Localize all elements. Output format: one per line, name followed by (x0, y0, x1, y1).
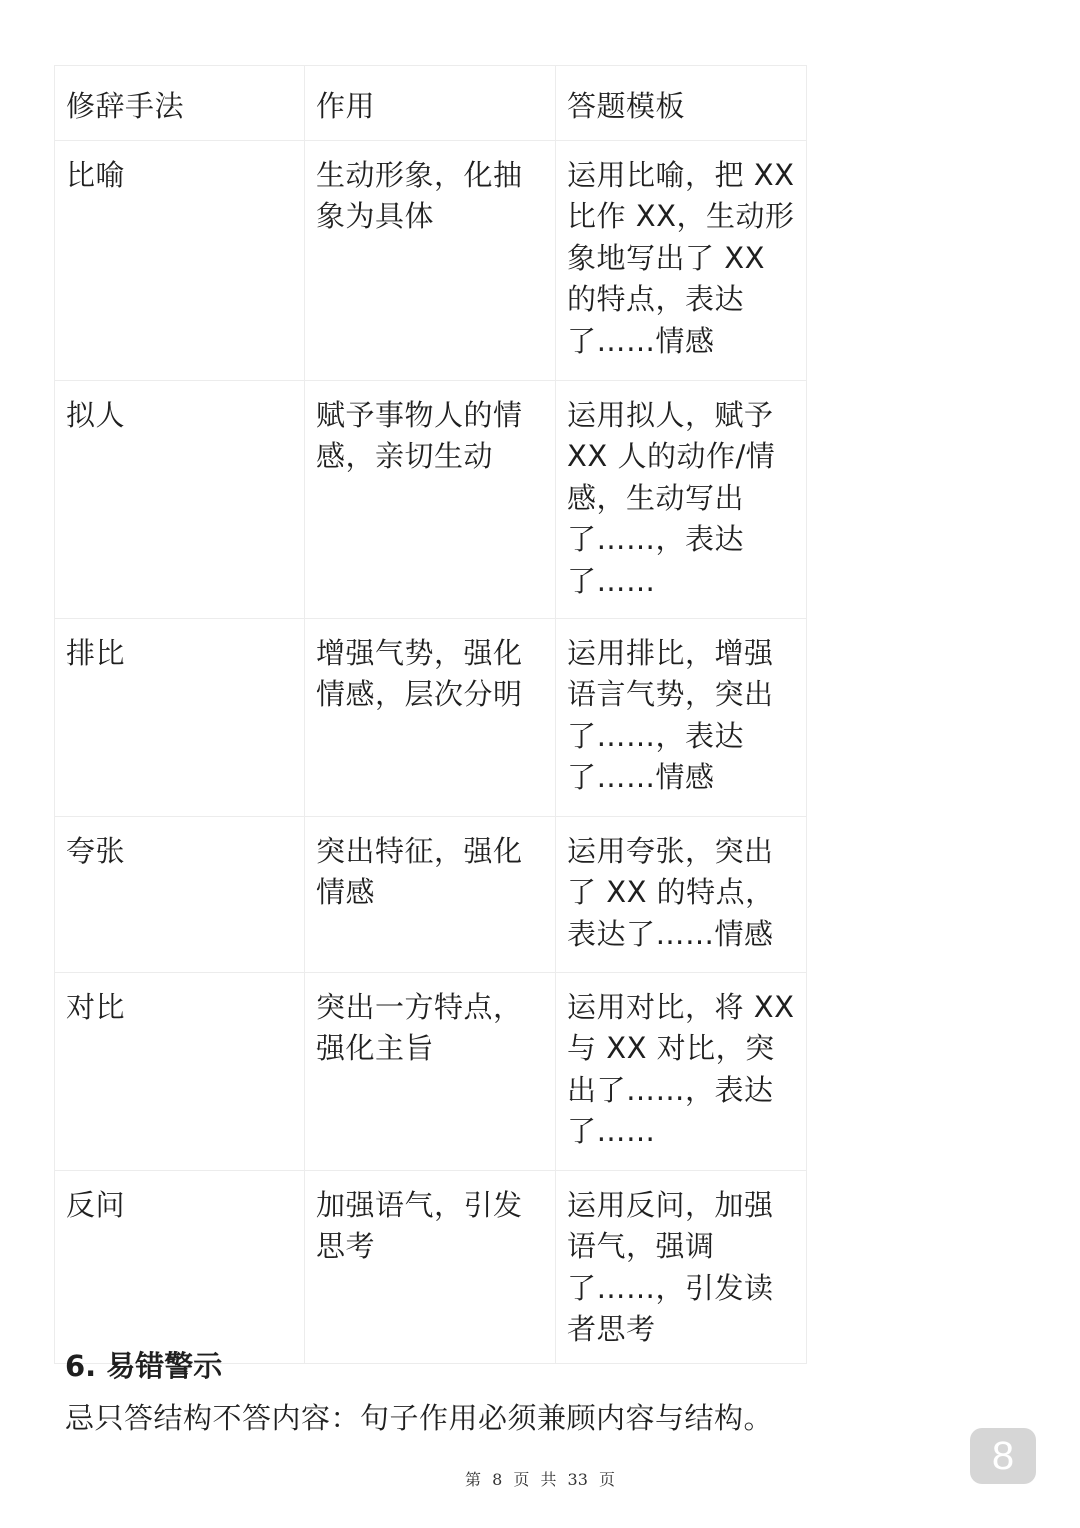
cell-function: 突出特征，强化情感 (305, 816, 556, 972)
section-text: 忌只答结构不答内容：句子作用必须兼顾内容与结构。 (65, 1401, 774, 1435)
cell-rhetoric: 反问 (55, 1170, 305, 1363)
page-footer: 第 8 页 共 33 页 (465, 1470, 615, 1489)
table-header-row (55, 66, 807, 141)
table-row (55, 816, 807, 972)
cell-rhetoric: 夸张 (55, 816, 305, 972)
cell-template: 运用拟人，赋予 XX 人的动作/情感，生动写出了……，表达了…… (556, 380, 807, 618)
cell-rhetoric: 拟人 (55, 380, 305, 618)
table-row (55, 140, 807, 380)
cell-template: 运用夸张，突出了 XX 的特点，表达了……情感 (556, 816, 807, 972)
table-row (55, 972, 807, 1170)
cell-function: 生动形象，化抽象为具体 (305, 140, 556, 380)
cell-function: 增强气势，强化情感，层次分明 (305, 618, 556, 816)
table-row (55, 380, 807, 618)
cell-template: 运用反问，加强语气，强调了……，引发读者思考 (556, 1170, 807, 1363)
cell-function: 加强语气，引发思考 (305, 1170, 556, 1363)
cell-function: 赋予事物人的情感，亲切生动 (305, 380, 556, 618)
cell-function: 突出一方特点，强化主旨 (305, 972, 556, 1170)
header-rhetoric: 修辞手法 (55, 66, 305, 141)
header-function: 作用 (305, 66, 556, 141)
cell-template: 运用比喻，把 XX 比作 XX，生动形象地写出了 XX 的特点，表达了……情感 (556, 140, 807, 380)
cell-template: 运用对比，将 XX 与 XX 对比，突出了……，表达了…… (556, 972, 807, 1170)
rhetoric-table (54, 65, 807, 1364)
table-row (55, 1170, 807, 1363)
section-heading: 6. 易错警示 (65, 1349, 223, 1383)
header-template: 答题模板 (556, 66, 807, 141)
cell-template: 运用排比，增强语言气势，突出了……，表达了……情感 (556, 618, 807, 816)
table-row (55, 618, 807, 816)
cell-rhetoric: 对比 (55, 972, 305, 1170)
cell-rhetoric: 比喻 (55, 140, 305, 380)
cell-rhetoric: 排比 (55, 618, 305, 816)
page-number-badge: 8 (970, 1428, 1036, 1484)
